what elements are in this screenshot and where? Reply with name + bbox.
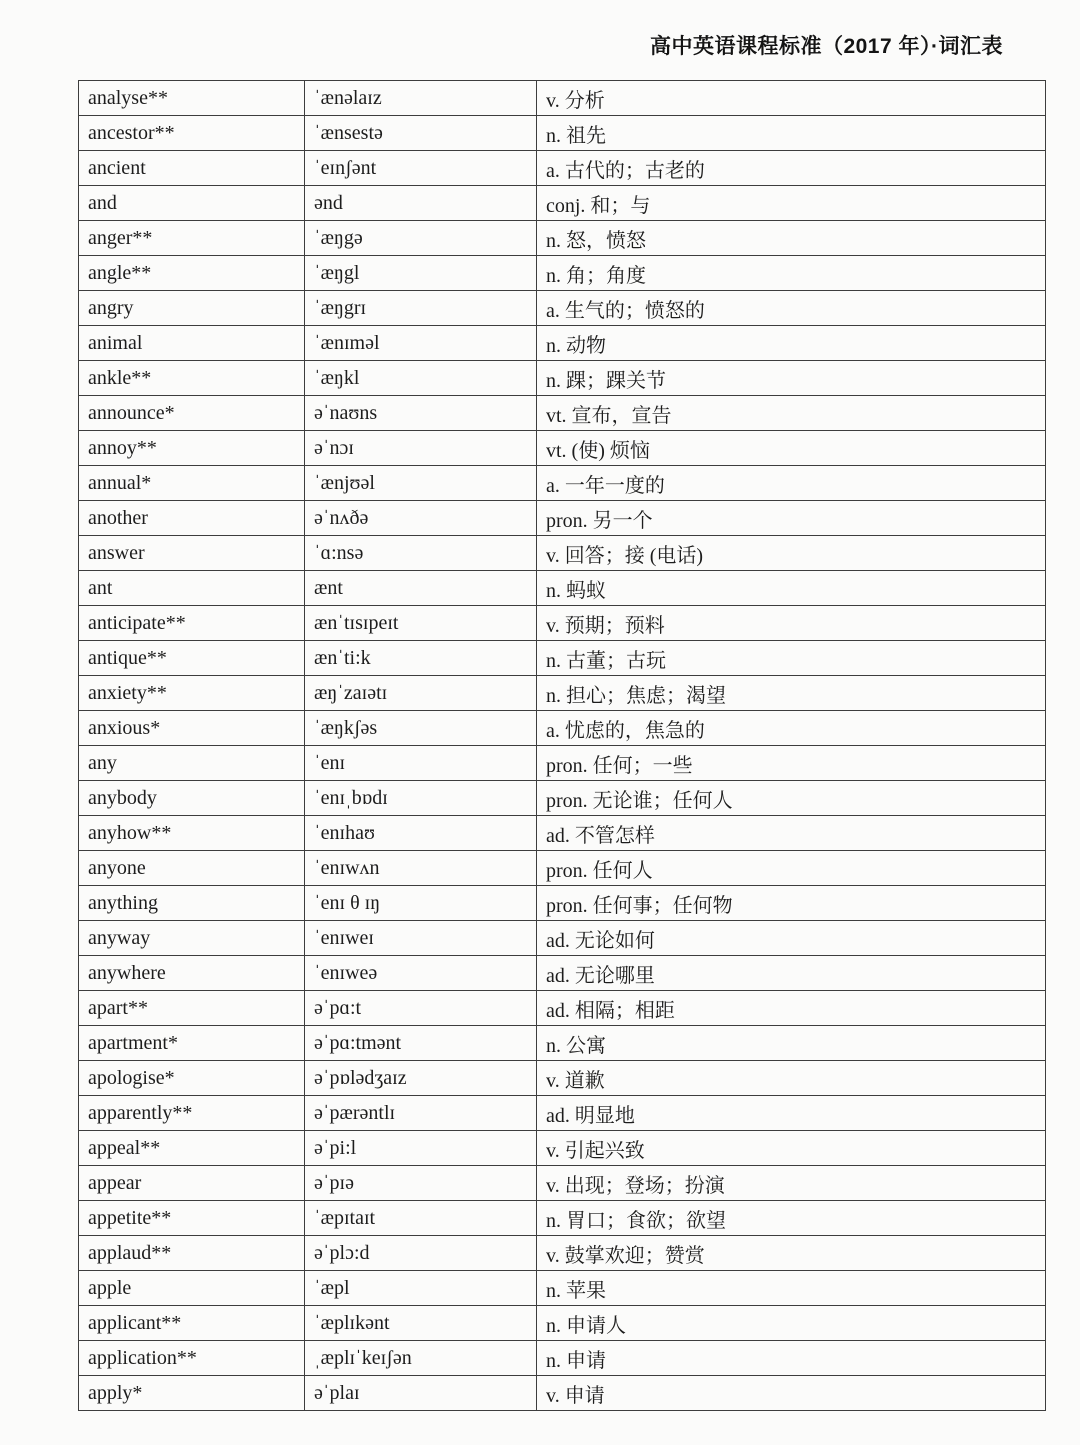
meaning-cell: a. 古代的；古老的	[537, 151, 1046, 186]
page-title: 高中英语课程标准（2017 年）·词汇表	[649, 35, 1003, 58]
phonetic-cell: ænt	[305, 571, 537, 606]
meaning-cell: pron. 任何事；任何物	[537, 886, 1046, 921]
word-cell: ankle**	[79, 361, 305, 396]
meaning-cell: ad. 无论哪里	[537, 956, 1046, 991]
meaning-cell: a. 生气的；愤怒的	[537, 291, 1046, 326]
word-cell: angry	[79, 291, 305, 326]
table-row	[79, 991, 1046, 1026]
word-cell: applaud**	[79, 1236, 305, 1271]
phonetic-cell: ˈæpɪtaɪt	[305, 1201, 537, 1236]
table-row	[79, 361, 1046, 396]
meaning-cell: a. 一年一度的	[537, 466, 1046, 501]
meaning-cell: n. 担心；焦虑；渴望	[537, 676, 1046, 711]
phonetic-cell: ˈæŋgl	[305, 256, 537, 291]
word-cell: appear	[79, 1166, 305, 1201]
table-row	[79, 1341, 1046, 1376]
meaning-cell: ad. 明显地	[537, 1096, 1046, 1131]
table-row	[79, 291, 1046, 326]
phonetic-cell: ˈæŋgə	[305, 221, 537, 256]
word-cell: anyone	[79, 851, 305, 886]
phonetic-cell: ˈenɪwʌn	[305, 851, 537, 886]
word-cell: answer	[79, 536, 305, 571]
table-row	[79, 1096, 1046, 1131]
phonetic-cell: ˈenɪhaʊ	[305, 816, 537, 851]
meaning-cell: pron. 任何人	[537, 851, 1046, 886]
table-row	[79, 536, 1046, 571]
table-row	[79, 711, 1046, 746]
word-cell: anxiety**	[79, 676, 305, 711]
phonetic-cell: əˈpi:l	[305, 1131, 537, 1166]
word-cell: angle**	[79, 256, 305, 291]
meaning-cell: vt. (使) 烦恼	[537, 431, 1046, 466]
phonetic-cell: əˈnaʊns	[305, 396, 537, 431]
word-cell: announce*	[79, 396, 305, 431]
word-cell: anybody	[79, 781, 305, 816]
meaning-cell: conj. 和；与	[537, 186, 1046, 221]
phonetic-cell: ˈænɪməl	[305, 326, 537, 361]
table-row	[79, 571, 1046, 606]
word-cell: apparently**	[79, 1096, 305, 1131]
phonetic-cell: əˈplaɪ	[305, 1376, 537, 1411]
table-row	[79, 606, 1046, 641]
table-row	[79, 396, 1046, 431]
meaning-cell: a. 忧虑的，焦急的	[537, 711, 1046, 746]
table-row	[79, 466, 1046, 501]
phonetic-cell: ˈɑ:nsə	[305, 536, 537, 571]
phonetic-cell: ˈæŋkl	[305, 361, 537, 396]
table-row	[79, 1026, 1046, 1061]
phonetic-cell: əˈpɒlədʒaɪz	[305, 1061, 537, 1096]
meaning-cell: ad. 无论如何	[537, 921, 1046, 956]
meaning-cell: vt. 宣布，宣告	[537, 396, 1046, 431]
word-cell: appetite**	[79, 1201, 305, 1236]
phonetic-cell: ˈæplɪkənt	[305, 1306, 537, 1341]
meaning-cell: n. 申请	[537, 1341, 1046, 1376]
meaning-cell: pron. 无论谁；任何人	[537, 781, 1046, 816]
table-row	[79, 501, 1046, 536]
table-row	[79, 186, 1046, 221]
phonetic-cell: ˈeɪnʃənt	[305, 151, 537, 186]
word-cell: appeal**	[79, 1131, 305, 1166]
table-row	[79, 746, 1046, 781]
table-row	[79, 1376, 1046, 1411]
meaning-cell: n. 苹果	[537, 1271, 1046, 1306]
phonetic-cell: æŋˈzaɪətɪ	[305, 676, 537, 711]
meaning-cell: ad. 相隔；相距	[537, 991, 1046, 1026]
word-cell: anyway	[79, 921, 305, 956]
phonetic-cell: ænˈti:k	[305, 641, 537, 676]
word-cell: annoy**	[79, 431, 305, 466]
word-cell: any	[79, 746, 305, 781]
vocab-table-body	[79, 81, 1046, 1411]
word-cell: application**	[79, 1341, 305, 1376]
table-row	[79, 956, 1046, 991]
phonetic-cell: ˈenɪ	[305, 746, 537, 781]
phonetic-cell: əˈnɔɪ	[305, 431, 537, 466]
meaning-cell: n. 怒，愤怒	[537, 221, 1046, 256]
meaning-cell: n. 动物	[537, 326, 1046, 361]
table-row	[79, 851, 1046, 886]
word-cell: anticipate**	[79, 606, 305, 641]
phonetic-cell: əˈpærəntlɪ	[305, 1096, 537, 1131]
phonetic-cell: ænˈtɪsɪpeɪt	[305, 606, 537, 641]
table-row	[79, 221, 1046, 256]
meaning-cell: n. 踝；踝关节	[537, 361, 1046, 396]
meaning-cell: v. 申请	[537, 1376, 1046, 1411]
table-row	[79, 886, 1046, 921]
meaning-cell: n. 古董；古玩	[537, 641, 1046, 676]
phonetic-cell: əˈpɪə	[305, 1166, 537, 1201]
table-row	[79, 256, 1046, 291]
phonetic-cell: ˈæŋgrɪ	[305, 291, 537, 326]
word-cell: apple	[79, 1271, 305, 1306]
table-row	[79, 116, 1046, 151]
meaning-cell: v. 出现；登场；扮演	[537, 1166, 1046, 1201]
phonetic-cell: əˈnʌðə	[305, 501, 537, 536]
phonetic-cell: əˈpɑ:t	[305, 991, 537, 1026]
meaning-cell: v. 回答；接 (电话)	[537, 536, 1046, 571]
table-row	[79, 431, 1046, 466]
word-cell: anger**	[79, 221, 305, 256]
word-cell: analyse**	[79, 81, 305, 116]
word-cell: apologise*	[79, 1061, 305, 1096]
table-row	[79, 1306, 1046, 1341]
table-row	[79, 326, 1046, 361]
meaning-cell: v. 鼓掌欢迎；赞赏	[537, 1236, 1046, 1271]
word-cell: ant	[79, 571, 305, 606]
table-row	[79, 781, 1046, 816]
phonetic-cell: ˈenɪweɪ	[305, 921, 537, 956]
meaning-cell: v. 道歉	[537, 1061, 1046, 1096]
table-row	[79, 641, 1046, 676]
table-row	[79, 1201, 1046, 1236]
word-cell: and	[79, 186, 305, 221]
phonetic-cell: əˈplɔ:d	[305, 1236, 537, 1271]
word-cell: applicant**	[79, 1306, 305, 1341]
phonetic-cell: ˈænsestə	[305, 116, 537, 151]
phonetic-cell: ˌæplɪˈkeɪʃən	[305, 1341, 537, 1376]
word-cell: ancestor**	[79, 116, 305, 151]
phonetic-cell: ˈenɪweə	[305, 956, 537, 991]
phonetic-cell: ˈæŋkʃəs	[305, 711, 537, 746]
table-row	[79, 816, 1046, 851]
meaning-cell: v. 引起兴致	[537, 1131, 1046, 1166]
word-cell: apart**	[79, 991, 305, 1026]
phonetic-cell: ənd	[305, 186, 537, 221]
meaning-cell: ad. 不管怎样	[537, 816, 1046, 851]
word-cell: apartment*	[79, 1026, 305, 1061]
table-row	[79, 1236, 1046, 1271]
word-cell: anywhere	[79, 956, 305, 991]
word-cell: another	[79, 501, 305, 536]
phonetic-cell: ˈenɪ θ ɪŋ	[305, 886, 537, 921]
word-cell: animal	[79, 326, 305, 361]
phonetic-cell: ˈenɪˌbɒdɪ	[305, 781, 537, 816]
word-cell: apply*	[79, 1376, 305, 1411]
phonetic-cell: əˈpɑ:tmənt	[305, 1026, 537, 1061]
word-cell: anything	[79, 886, 305, 921]
meaning-cell: n. 公寓	[537, 1026, 1046, 1061]
word-cell: annual*	[79, 466, 305, 501]
meaning-cell: pron. 另一个	[537, 501, 1046, 536]
table-row	[79, 1061, 1046, 1096]
meaning-cell: n. 角；角度	[537, 256, 1046, 291]
table-row	[79, 1271, 1046, 1306]
table-row	[79, 1166, 1046, 1201]
phonetic-cell: ˈænjʊəl	[305, 466, 537, 501]
meaning-cell: n. 申请人	[537, 1306, 1046, 1341]
meaning-cell: v. 分析	[537, 81, 1046, 116]
meaning-cell: pron. 任何；一些	[537, 746, 1046, 781]
table-row	[79, 1131, 1046, 1166]
table-row	[79, 676, 1046, 711]
table-row	[79, 151, 1046, 186]
vocab-table	[78, 80, 1046, 1411]
meaning-cell: n. 祖先	[537, 116, 1046, 151]
word-cell: anxious*	[79, 711, 305, 746]
meaning-cell: n. 蚂蚁	[537, 571, 1046, 606]
table-row	[79, 921, 1046, 956]
word-cell: antique**	[79, 641, 305, 676]
table-row	[79, 81, 1046, 116]
phonetic-cell: ˈænəlaɪz	[305, 81, 537, 116]
word-cell: anyhow**	[79, 816, 305, 851]
word-cell: ancient	[79, 151, 305, 186]
meaning-cell: v. 预期；预料	[537, 606, 1046, 641]
phonetic-cell: ˈæpl	[305, 1271, 537, 1306]
meaning-cell: n. 胃口；食欲；欲望	[537, 1201, 1046, 1236]
